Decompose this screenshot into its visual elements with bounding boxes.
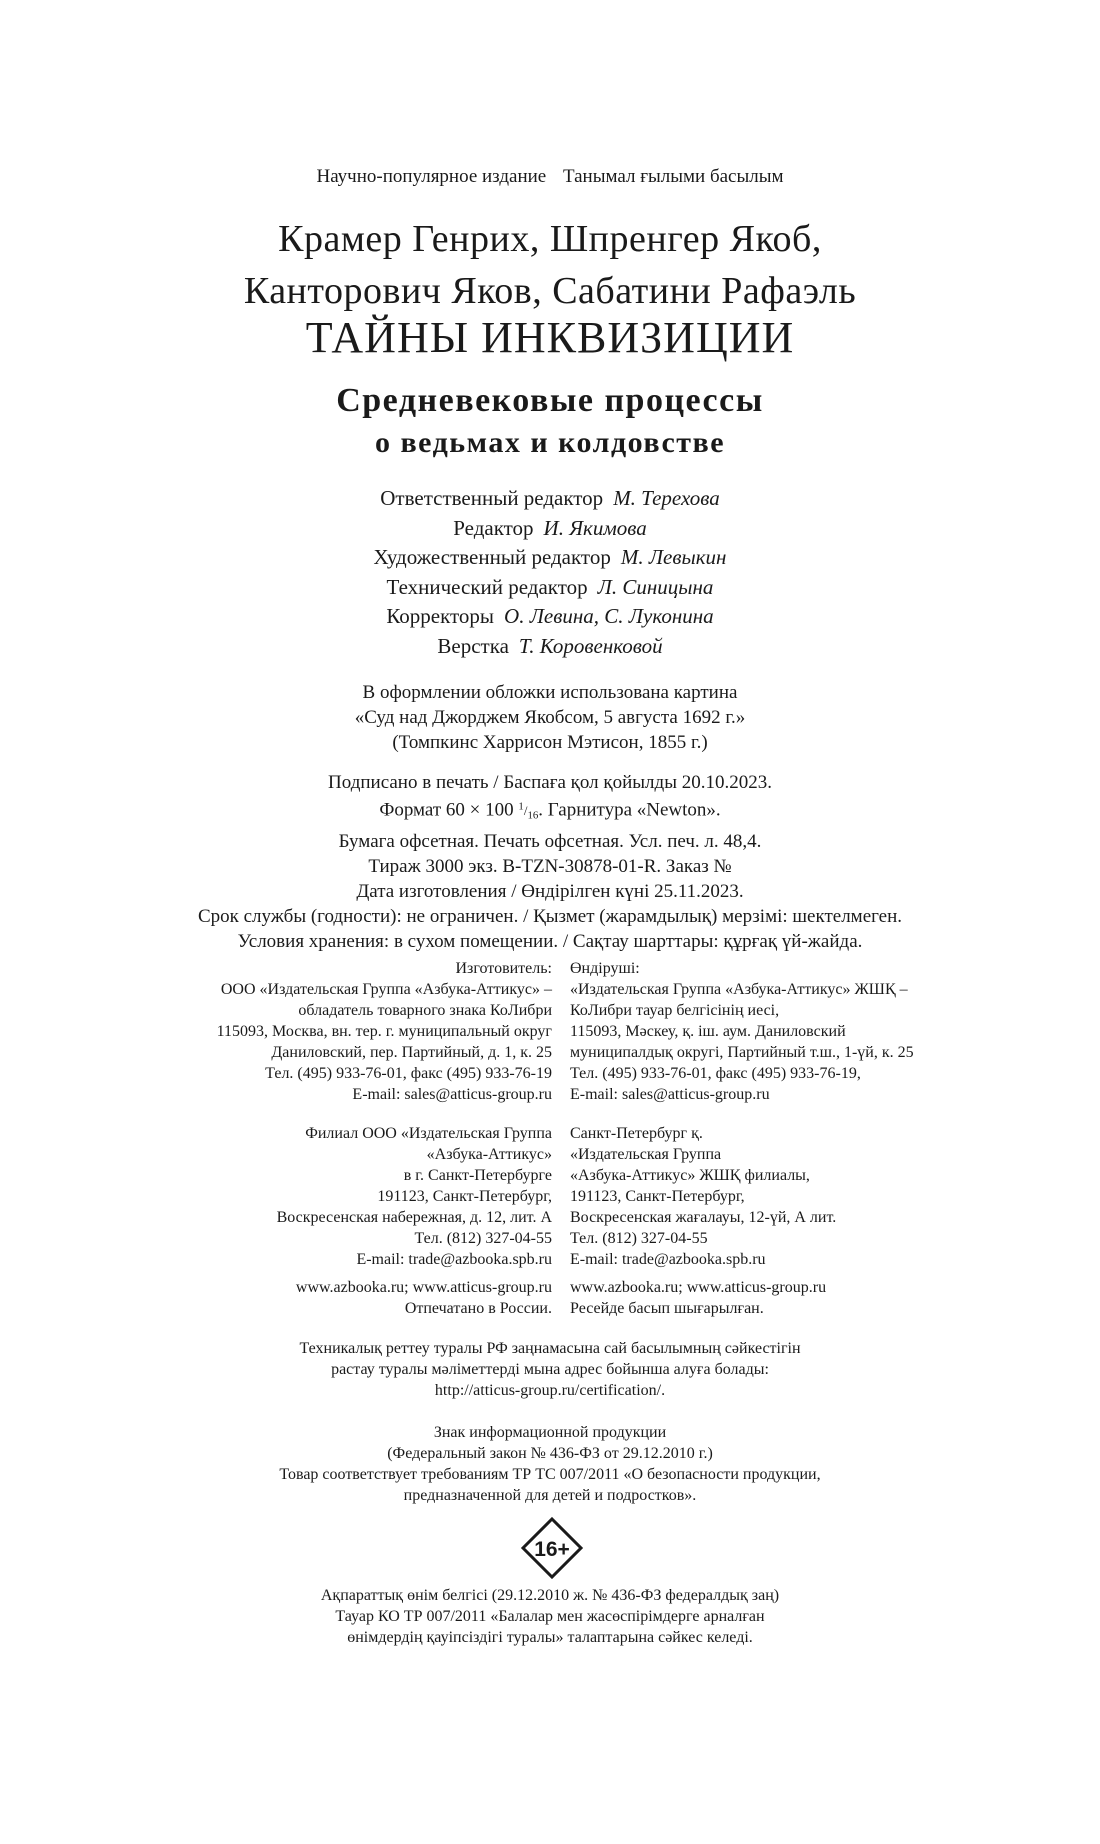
branch-ru (277, 1123, 552, 1270)
credit-name: И. Якимова (543, 515, 647, 540)
credit-line (0, 602, 1100, 632)
credit-name: Л. Синицына (597, 574, 714, 599)
manufacturer-kz-line: Тел. (495) 933-76-01, факс (495) 933-76-19, (570, 1065, 861, 1082)
manufacturer-kz-line: 115093, Мәскеу, қ. іш. аум. Даниловский (570, 1023, 846, 1040)
manufacturer-ru (217, 958, 552, 1105)
tech-line: Техникалық реттеу туралы РФ заңнамасына сай басылымның сәйкестігін (299, 1340, 801, 1357)
web-ru (296, 1277, 552, 1319)
authors-line: Канторович Яков, Сабатини Рафаэль (243, 270, 857, 312)
web-ru-line: Отпечатано в России. (404, 1300, 552, 1317)
fraction-numerator: 1 (518, 801, 524, 813)
branch-kz-line: E-mail: trade@azbooka.spb.ru (570, 1251, 766, 1268)
info-kz-line: Тауар КО ТР 007/2011 «Балалар мен жасөспірімдерге арналған (335, 1608, 765, 1625)
tech-line: http://atticus-group.ru/certification/. (434, 1382, 666, 1399)
authors (0, 213, 1100, 317)
run-line: Тираж 3000 экз. B-TZN-30878-01-R. Заказ № (368, 855, 732, 877)
info-line: Знак информационной продукции (433, 1424, 667, 1441)
info-product-sign (0, 1422, 1100, 1506)
branch-ru-line: «Азбука-Аттикус» (426, 1146, 552, 1163)
branch-ru-line: в г. Санкт-Петербурге (403, 1167, 552, 1184)
branch-kz (570, 1123, 836, 1270)
manufacturer-kz (570, 958, 914, 1105)
age-rating-badge (520, 1516, 584, 1580)
signed-date: Подписано в печать / Баспаға қол қойылды 20.10.2023. (328, 772, 772, 793)
branch-kz-line: «Издательская Группа (570, 1146, 722, 1163)
manufacturer-kz-line: муниципалдық округі, Партийный т.ш., 1-үй, к. 25 (570, 1044, 914, 1061)
info-product-sign-kz (0, 1585, 1100, 1648)
branch-ru-line: E-mail: trade@azbooka.spb.ru (356, 1251, 552, 1268)
fraction-denominator: 16 (527, 809, 539, 822)
manufacturer-ru-line: обладатель товарного знака КоЛибри (298, 1002, 552, 1019)
format-fraction: $^1/_{16}$ (518, 801, 539, 822)
age-rating-text: 16+ (534, 1538, 570, 1561)
cover-art-note (0, 680, 1100, 755)
storage-conditions: Условия хранения: в сухом помещении. / Сақтау шарттары: құрғақ үй-жайда. (237, 930, 863, 952)
info-kz-line: Ақпараттық өнім белгісі (29.12.2010 ж. № 436-ФЗ федералдық заң) (320, 1587, 780, 1604)
manufacturer-ru-line: Тел. (495) 933-76-01, факс (495) 933-76-19 (265, 1065, 552, 1082)
format-line (0, 795, 1100, 829)
made-date: Дата изготовления / Өндірілген күні 25.11.2023. (356, 880, 744, 902)
book-subtitle: Средневековые процессы (336, 382, 764, 419)
cover-line: В оформлении обложки использована картина (362, 682, 738, 703)
credit-role: Технический редактор (386, 574, 588, 599)
credit-name: О. Левина, С. Луконина (504, 604, 714, 628)
edition-type-kz: Танымал ғылыми басылым (562, 166, 784, 187)
credit-line (0, 484, 1100, 514)
credit-role: Редактор (453, 515, 534, 540)
credit-line (0, 543, 1100, 573)
branch-kz-line: Санкт-Петербург қ. (570, 1125, 703, 1142)
manufacturer-ru-line: 115093, Москва, вн. тер. г. муниципальный округ (216, 1023, 552, 1040)
branch-ru-line: Филиал ООО «Издательская Группа (305, 1125, 552, 1142)
format-suffix: . Гарнитура «Newton». (538, 799, 721, 821)
credit-name: М. Левыкин (620, 545, 727, 569)
book-subtitle: о ведьмах и колдовстве (374, 426, 726, 459)
branch-ru-line: Тел. (812) 327-04-55 (414, 1230, 552, 1247)
credit-name: М. Терехова (613, 486, 720, 510)
branch-ru-line: Воскресенская набережная, д. 12, лит. А (276, 1209, 552, 1226)
branch-kz-line: «Азбука-Аттикус» ЖШҚ филиалы, (570, 1167, 810, 1184)
print-details (0, 770, 1100, 954)
credit-role: Верстка (437, 633, 509, 658)
credit-role: Художественный редактор (373, 545, 611, 569)
credit-line (0, 632, 1100, 662)
edition-type (0, 166, 1100, 188)
manufacturer-kz-line: КоЛибри тауар белгісінің иесі, (570, 1002, 780, 1019)
branch-kz-line: 191123, Санкт-Петербург, (570, 1188, 745, 1205)
credit-line (0, 514, 1100, 544)
web-ru-line: www.azbooka.ru; www.atticus-group.ru (295, 1279, 552, 1296)
info-kz-line: өнімдердің қауіпсіздігі туралы» талаптарына сәйкес келеді. (347, 1629, 753, 1646)
tech-regulation-note (0, 1338, 1100, 1401)
manufacturer-ru-line: E-mail: sales@atticus-group.ru (352, 1086, 552, 1103)
authors-line: Крамер Генрих, Шпренгер Якоб, (278, 218, 822, 260)
info-line: предназначенной для детей и подростков». (403, 1487, 697, 1504)
branch-kz-line: Воскресенская жағалауы, 12-үй, А лит. (570, 1209, 837, 1226)
manufacturer-kz-line: Өндіруші: (570, 960, 640, 977)
branch-kz-line: Тел. (812) 327-04-55 (570, 1230, 708, 1247)
web-kz-line: www.azbooka.ru; www.atticus-group.ru (570, 1279, 827, 1296)
web-kz (570, 1277, 826, 1319)
shelf-life: Срок службы (годности): не ограничен. / Қызмет (жарамдылық) мерзімі: шектелмеген. (197, 905, 903, 927)
manufacturer-ru-line: ООО «Издательская Группа «Азбука-Аттикус» – (220, 981, 552, 998)
branch-ru-line: 191123, Санкт-Петербург, (377, 1188, 552, 1205)
edition-type-ru: Научно-популярное издание (316, 166, 547, 187)
web-kz-line: Ресейде басып шығарылған. (570, 1300, 764, 1317)
credit-line (0, 573, 1100, 603)
manufacturer-ru-line: Изготовитель: (455, 960, 552, 977)
manufacturer-ru-line: Даниловский, пер. Партийный, д. 1, к. 25 (271, 1044, 552, 1061)
manufacturer-kz-line: E-mail: sales@atticus-group.ru (570, 1086, 770, 1103)
editorial-credits (0, 484, 1100, 661)
book-title: ТАЙНЫ ИНКВИЗИЦИИ (305, 313, 795, 362)
credit-role: Корректоры (386, 604, 495, 628)
cover-line: (Томпкинс Харрисон Мэтисон, 1855 г.) (392, 732, 708, 753)
info-line: Товар соответствует требованиям ТР ТС 007/2011 «О безопасности продукции, (279, 1466, 821, 1483)
info-line: (Федеральный закон № 436-ФЗ от 29.12.2010 г.) (387, 1445, 713, 1462)
cover-line: «Суд над Джорджем Якобсом, 5 августа 1692 г.» (354, 707, 746, 728)
credit-name: Т. Коровенковой (518, 633, 663, 658)
tech-line: растау туралы мәліметтерді мына адрес бойынша алуға болады: (331, 1361, 769, 1378)
credit-role: Ответственный редактор (380, 486, 604, 510)
paper-line: Бумага офсетная. Печать офсетная. Усл. печ. л. 48,4. (338, 830, 762, 852)
format-prefix: Формат 60 × 100 (379, 799, 514, 821)
manufacturer-kz-line: «Издательская Группа «Азбука-Аттикус» ЖШҚ – (570, 981, 908, 998)
